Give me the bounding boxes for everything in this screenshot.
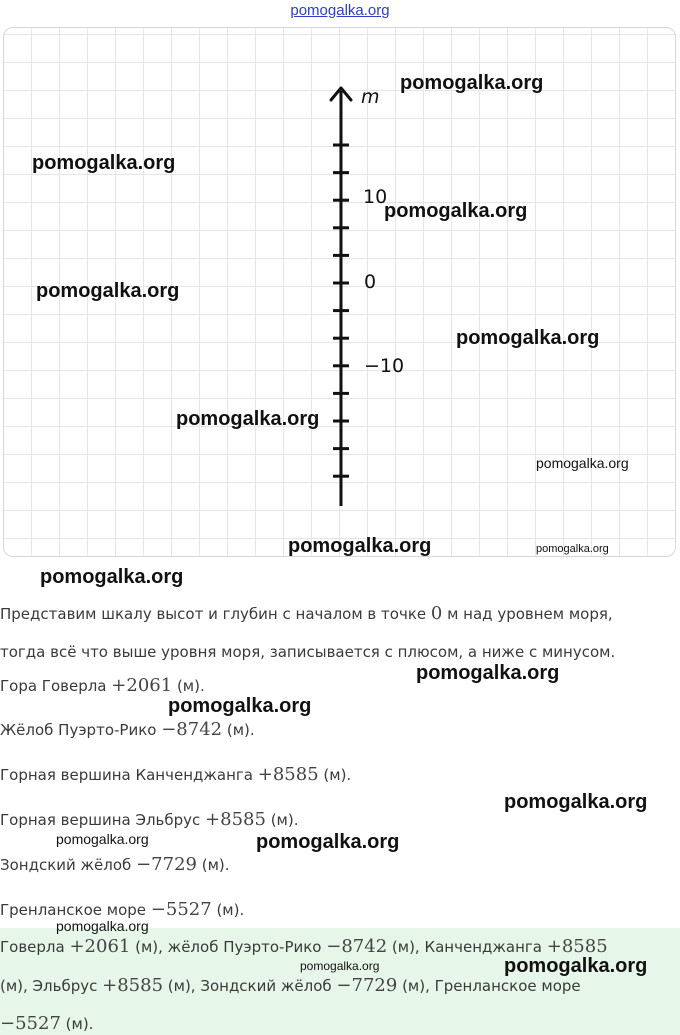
site-link[interactable]: pomogalka.org	[290, 2, 390, 19]
explanation-line-1: Представим шкалу высот и глубин с началом в точке 0 м над уровнем моря,	[0, 603, 613, 624]
item-row: Горная вершина Эльбрус +8585 (м).	[0, 809, 299, 830]
watermark: pomogalka.org	[504, 791, 648, 813]
item-row: Гренланское море −5527 (м).	[0, 899, 245, 920]
watermark: pomogalka.org	[56, 918, 149, 934]
item-row: Горная вершина Канченджанга +8585 (м).	[0, 764, 352, 785]
watermark: pomogalka.org	[416, 662, 560, 684]
answer-line-1: Говерла +2061 (м), жёлоб Пуэрто-Рико −8742 (м), Канченджанга +8585	[0, 936, 608, 957]
watermark: pomogalka.org	[36, 280, 180, 302]
watermark: pomogalka.org	[384, 200, 528, 222]
scale-figure	[3, 27, 676, 557]
tick-label-minus-10: −10	[364, 355, 405, 377]
explanation-line-2: тогда всё что выше уровня моря, записывается с плюсом, а ниже с минусом.	[0, 643, 616, 661]
watermark: pomogalka.org	[40, 566, 184, 588]
watermark: pomogalka.org	[256, 831, 400, 853]
watermark: pomogalka.org	[56, 831, 149, 847]
answer-line-2: (м), Эльбрус +8585 (м), Зондский жёлоб −7729 (м), Гренланское море	[0, 975, 581, 996]
watermark: pomogalka.org	[300, 959, 380, 973]
tick-label-10: 10	[363, 186, 388, 208]
watermark: pomogalka.org	[32, 152, 176, 174]
watermark: pomogalka.org	[536, 455, 629, 471]
watermark: pomogalka.org	[456, 327, 600, 349]
watermark: pomogalka.org	[536, 543, 609, 555]
watermark: pomogalka.org	[168, 695, 312, 717]
item-row: Гора Говерла +2061 (м).	[0, 675, 205, 696]
watermark: pomogalka.org	[400, 72, 544, 94]
tick-label-0: 0	[364, 271, 377, 293]
watermark: pomogalka.org	[288, 535, 432, 557]
unit-label: m	[361, 86, 380, 108]
item-row: Зондский жёлоб −7729 (м).	[0, 854, 230, 875]
watermark: pomogalka.org	[504, 955, 648, 977]
item-row: Жёлоб Пуэрто-Рико −8742 (м).	[0, 719, 255, 740]
answer-line-3: −5527 (м).	[0, 1013, 94, 1034]
watermark: pomogalka.org	[176, 408, 320, 430]
